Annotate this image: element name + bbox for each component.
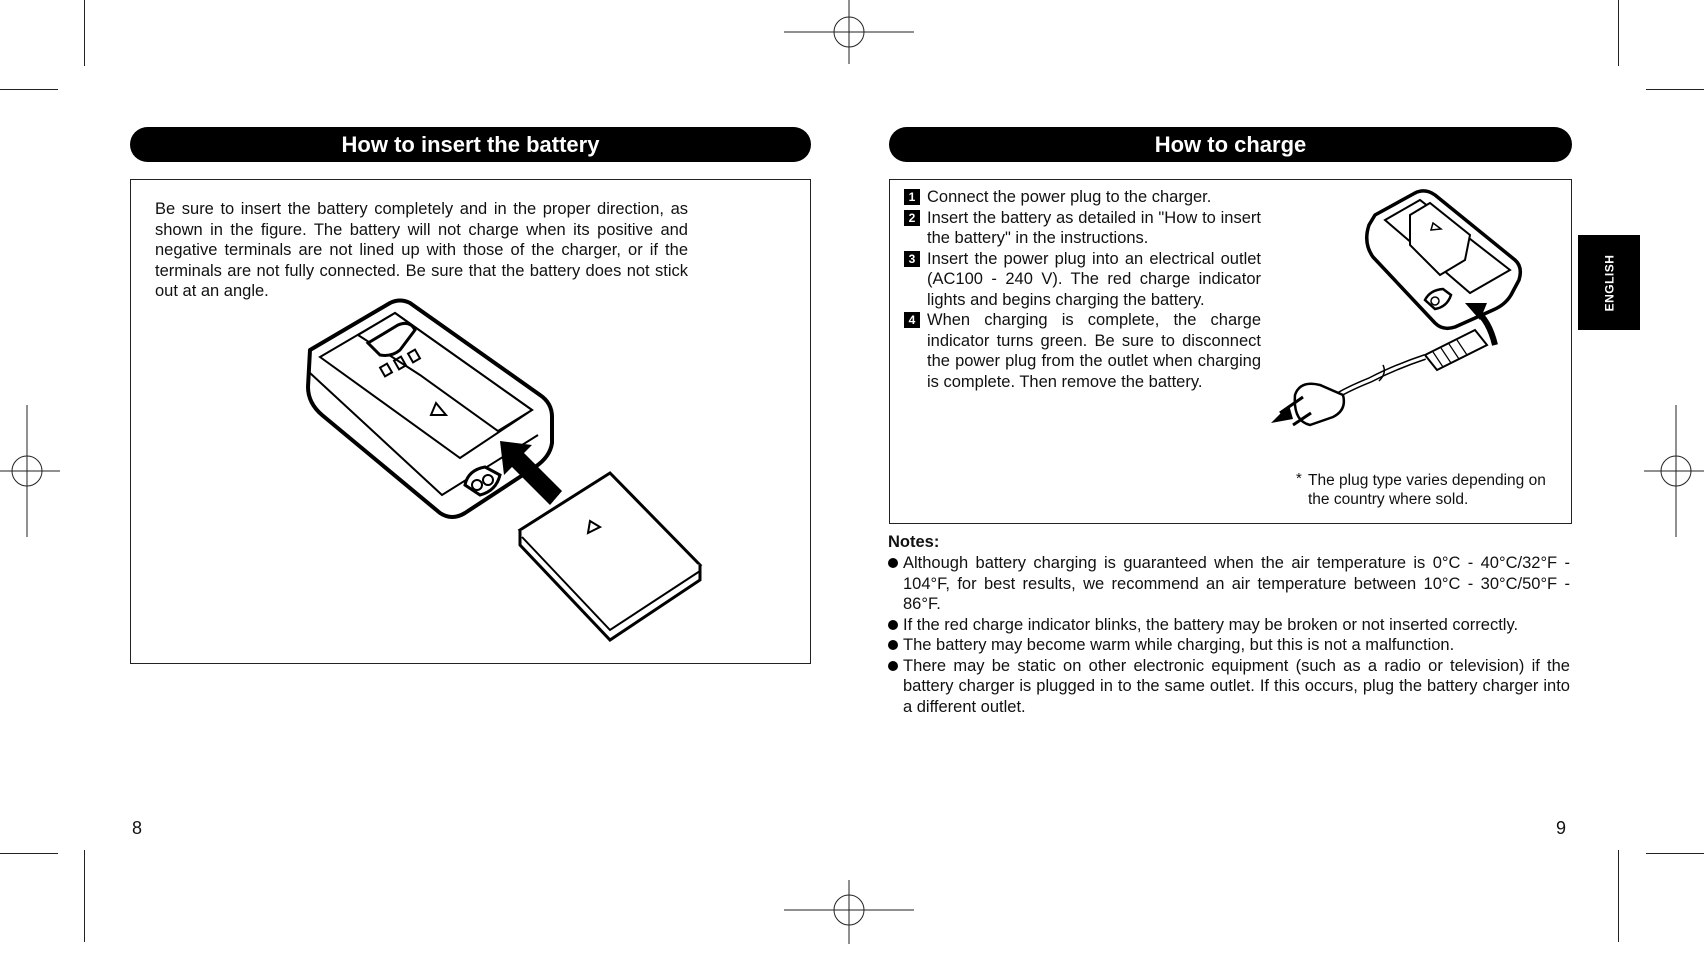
language-tab-label: ENGLISH xyxy=(1602,254,1616,311)
step-item xyxy=(904,208,1261,249)
step-item xyxy=(904,249,1261,311)
note-item xyxy=(888,635,1570,656)
charger-battery-illustration xyxy=(300,295,710,650)
step-text: Insert the battery as detailed in "How to insert the battery" in the instructions. xyxy=(927,208,1261,247)
step-text: Insert the power plug into an electrical outlet (AC100 - 240 V). The red charge indicator lights and begins charging the battery. xyxy=(927,249,1261,309)
step-item xyxy=(904,187,1261,208)
page-number-right: 9 xyxy=(1556,818,1567,838)
step-number-badge: 4 xyxy=(904,312,920,328)
bullet-dot xyxy=(888,661,898,671)
registration-mark-right xyxy=(1640,405,1704,540)
how-to-charge-title: How to charge xyxy=(889,127,1572,162)
note-text: There may be static on other electronic equipment (such as a radio or television) if the battery charger is plugged in to the same outlet. If this occurs, plug the battery charger into a different outlet. xyxy=(903,656,1570,716)
step-text: Connect the power plug to the charger. xyxy=(927,188,1212,206)
registration-mark-top xyxy=(784,0,924,66)
language-tab xyxy=(1578,235,1640,330)
insert-battery-instructions: Be sure to insert the battery completely and in the proper direction, as shown in the figure. The battery will not charge when its positive and negative terminals are not lined up with those of the charger, or if the terminals are not fully connected. Be sure that the battery does not stick out at an angle. xyxy=(155,200,688,300)
plug-type-footnote xyxy=(1296,470,1568,509)
bullet-dot xyxy=(888,640,898,650)
note-item xyxy=(888,615,1570,636)
note-text: If the red charge indicator blinks, the battery may be broken or not inserted correctly. xyxy=(903,615,1519,634)
step-number-badge: 3 xyxy=(904,251,920,267)
notes-heading: Notes: xyxy=(888,533,940,551)
step-item xyxy=(904,310,1261,392)
bullet-dot xyxy=(888,558,898,568)
note-text: The battery may become warm while charging, but this is not a malfunction. xyxy=(903,636,1455,654)
charge-steps-list xyxy=(904,187,1261,392)
step-number-badge: 2 xyxy=(904,210,920,226)
note-text: Although battery charging is guaranteed when the air temperature is 0°C - 40°C/32°F - 104°F, for best results, we recommend an air temperature between 10°C - 30°C/50°F - 86°F. xyxy=(903,554,1570,613)
notes-section xyxy=(888,532,1570,717)
note-item xyxy=(888,553,1570,615)
footnote-asterisk: * xyxy=(1296,470,1302,487)
page-number-left: 8 xyxy=(132,818,143,838)
step-text: When charging is complete, the charge indicator turns green. Be sure to disconnect the power plug from the outlet when charging is complete. Then remove the battery. xyxy=(927,311,1261,391)
insert-battery-title: How to insert the battery xyxy=(130,127,811,162)
step-number-badge: 1 xyxy=(904,189,920,205)
charger-plug-illustration xyxy=(1275,185,1530,470)
registration-mark-bottom xyxy=(784,880,924,950)
registration-mark-left xyxy=(0,405,62,540)
footnote-text: The plug type varies depending on the country where sold. xyxy=(1308,472,1546,508)
bullet-dot xyxy=(888,620,898,630)
note-item xyxy=(888,656,1570,718)
